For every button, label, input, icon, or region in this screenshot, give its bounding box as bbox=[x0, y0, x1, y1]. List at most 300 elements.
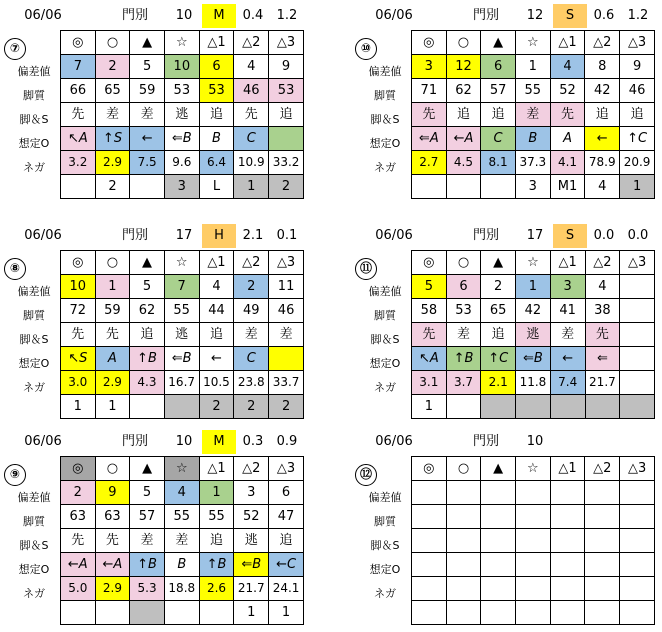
odds-cell: 37.3 bbox=[515, 151, 550, 175]
odds-cell: 4.3 bbox=[130, 371, 165, 395]
odds-cell: 2.6 bbox=[199, 577, 234, 601]
mark-cell: △3 bbox=[269, 457, 304, 481]
deviation-cell: 47 bbox=[269, 505, 304, 529]
running-style-cell: 追 bbox=[199, 103, 234, 127]
row-label: 脚質 bbox=[23, 89, 45, 102]
deviation-cell: 55 bbox=[164, 299, 199, 323]
grid-row-odds bbox=[61, 577, 304, 601]
leg-speed-cell: ⇐B bbox=[516, 347, 551, 371]
horse-number-cell: 7 bbox=[61, 55, 96, 79]
grid-row-horses bbox=[61, 275, 304, 299]
leg-speed-cell: B bbox=[515, 127, 550, 151]
horse-number-cell: 5 bbox=[130, 481, 165, 505]
deviation-cell bbox=[515, 505, 550, 529]
deviation-cell: 65 bbox=[481, 299, 516, 323]
deviation-cell: 71 bbox=[412, 79, 447, 103]
odds-cell: 9.6 bbox=[164, 151, 199, 175]
panel-header bbox=[355, 430, 655, 454]
negative-cell: 1 bbox=[412, 395, 447, 419]
leg-speed-cell: ↑C bbox=[481, 347, 516, 371]
mark-cell: ◎ bbox=[61, 457, 96, 481]
deviation-cell: 38 bbox=[585, 299, 620, 323]
grid-row-legs bbox=[412, 347, 655, 371]
leg-speed-cell: A bbox=[95, 347, 130, 371]
horse-number-cell: 10 bbox=[61, 275, 96, 299]
leg-speed-cell: B bbox=[164, 553, 199, 577]
race-date: 06/06 bbox=[375, 228, 413, 243]
running-style-cell bbox=[550, 529, 585, 553]
prediction-grid bbox=[411, 250, 655, 419]
index-value-2: 0.0 bbox=[627, 228, 649, 243]
deviation-cell: 46 bbox=[269, 299, 304, 323]
odds-cell bbox=[515, 577, 550, 601]
panel-header bbox=[4, 430, 304, 454]
mark-cell: ☆ bbox=[515, 457, 550, 481]
mark-cell: ▲ bbox=[130, 251, 165, 275]
field-size: 17 bbox=[526, 228, 544, 243]
row-label: 想定O bbox=[369, 137, 401, 150]
deviation-cell bbox=[550, 505, 585, 529]
horse-number-cell: 4 bbox=[234, 55, 269, 79]
odds-cell: 4.1 bbox=[550, 151, 585, 175]
horse-number-cell: 6 bbox=[269, 481, 304, 505]
leg-speed-cell: ↖A bbox=[61, 127, 96, 151]
grid-row-odds bbox=[412, 371, 655, 395]
leg-speed-cell: ↑B bbox=[130, 347, 165, 371]
horse-number-cell: 7 bbox=[164, 275, 199, 299]
negative-cell bbox=[620, 601, 655, 625]
negative-cell bbox=[412, 601, 447, 625]
race-number: ⑧ bbox=[4, 258, 26, 280]
running-style-cell: 追 bbox=[269, 529, 304, 553]
horse-number-cell: 9 bbox=[95, 481, 130, 505]
mark-cell: △1 bbox=[199, 31, 234, 55]
horse-number-cell: 6 bbox=[481, 55, 516, 79]
race-date: 06/06 bbox=[375, 8, 413, 23]
grade-badge: S bbox=[553, 224, 587, 248]
mark-cell: △3 bbox=[620, 31, 655, 55]
grid-row-dev bbox=[412, 79, 655, 103]
horse-number-cell: 5 bbox=[412, 275, 447, 299]
running-style-cell: 差 bbox=[269, 323, 304, 347]
negative-cell bbox=[446, 395, 481, 419]
grid-row-dev bbox=[61, 505, 304, 529]
odds-cell: 5.3 bbox=[130, 577, 165, 601]
grid-row-horses bbox=[61, 55, 304, 79]
row-labels bbox=[4, 280, 64, 400]
odds-cell: 24.1 bbox=[269, 577, 304, 601]
race-number: ⑫ bbox=[355, 464, 377, 486]
leg-speed-cell bbox=[550, 553, 585, 577]
panel-header bbox=[4, 224, 304, 248]
running-style-cell: 追 bbox=[199, 529, 234, 553]
mark-cell: ○ bbox=[446, 457, 481, 481]
deviation-cell: 57 bbox=[130, 505, 165, 529]
negative-cell bbox=[550, 395, 585, 419]
negative-cell: 4 bbox=[585, 175, 620, 199]
negative-cell bbox=[130, 601, 165, 625]
grid-row-legs bbox=[412, 553, 655, 577]
running-style-cell: 追 bbox=[620, 103, 655, 127]
panel-header bbox=[355, 224, 655, 248]
negative-cell: 1 bbox=[269, 601, 304, 625]
running-style-cell: 先 bbox=[61, 103, 96, 127]
index-value-1: 0.0 bbox=[593, 228, 615, 243]
mark-cell: ◎ bbox=[61, 251, 96, 275]
row-label: 脚質 bbox=[374, 309, 396, 322]
row-label: 脚質 bbox=[23, 515, 45, 528]
odds-cell: 23.8 bbox=[234, 371, 269, 395]
leg-speed-cell bbox=[481, 553, 516, 577]
leg-speed-cell bbox=[585, 553, 620, 577]
mark-cell: △1 bbox=[550, 457, 585, 481]
index-value-1 bbox=[587, 430, 621, 454]
grid-row-dev bbox=[61, 299, 304, 323]
running-style-cell: 差 bbox=[95, 103, 130, 127]
leg-speed-cell: ↑S bbox=[95, 127, 130, 151]
venue-label: 門別 bbox=[472, 434, 499, 449]
odds-cell bbox=[481, 577, 516, 601]
grid-row-neg bbox=[61, 175, 304, 199]
running-style-cell: 差 bbox=[234, 323, 269, 347]
mark-cell: ☆ bbox=[164, 251, 199, 275]
horse-number-cell: 4 bbox=[550, 55, 585, 79]
grid-row-dev bbox=[412, 299, 655, 323]
odds-cell: 2.9 bbox=[95, 577, 130, 601]
running-style-cell: 追 bbox=[199, 323, 234, 347]
deviation-cell: 66 bbox=[61, 79, 96, 103]
leg-speed-cell: A bbox=[550, 127, 585, 151]
deviation-cell: 44 bbox=[199, 299, 234, 323]
leg-speed-cell bbox=[269, 347, 304, 371]
negative-cell: 3 bbox=[515, 175, 550, 199]
horse-number-cell: 4 bbox=[585, 275, 620, 299]
prediction-grid bbox=[60, 30, 304, 199]
negative-cell bbox=[164, 395, 199, 419]
grade-badge: M bbox=[202, 430, 236, 454]
prediction-grid bbox=[60, 456, 304, 625]
deviation-cell: 41 bbox=[550, 299, 585, 323]
horse-number-cell: 3 bbox=[550, 275, 585, 299]
horse-number-cell: 2 bbox=[481, 275, 516, 299]
running-style-cell: 差 bbox=[130, 103, 165, 127]
running-style-cell: 先 bbox=[95, 529, 130, 553]
mark-cell: △2 bbox=[234, 457, 269, 481]
odds-cell bbox=[446, 577, 481, 601]
leg-speed-cell: ← bbox=[550, 347, 585, 371]
running-style-cell: 追 bbox=[481, 103, 516, 127]
negative-cell bbox=[61, 175, 96, 199]
index-value-2: 0.1 bbox=[276, 228, 298, 243]
race-number: ⑨ bbox=[4, 464, 26, 486]
grid-row-marks bbox=[61, 457, 304, 481]
running-style-cell bbox=[620, 529, 655, 553]
mark-cell: △3 bbox=[620, 457, 655, 481]
mark-cell: ○ bbox=[95, 31, 130, 55]
running-style-cell: 先 bbox=[234, 103, 269, 127]
leg-speed-cell: ⇐B bbox=[164, 347, 199, 371]
mark-cell: ▲ bbox=[130, 31, 165, 55]
horse-number-cell: 1 bbox=[199, 481, 234, 505]
leg-speed-cell: ← bbox=[130, 127, 165, 151]
running-style-cell bbox=[585, 529, 620, 553]
field-size: 17 bbox=[175, 228, 193, 243]
horse-number-cell bbox=[620, 481, 655, 505]
odds-cell: 21.7 bbox=[585, 371, 620, 395]
mark-cell: ◎ bbox=[61, 31, 96, 55]
mark-cell: △2 bbox=[234, 251, 269, 275]
negative-cell bbox=[620, 395, 655, 419]
leg-speed-cell: ← bbox=[199, 347, 234, 371]
negative-cell bbox=[446, 175, 481, 199]
grid-row-style bbox=[412, 103, 655, 127]
deviation-cell: 53 bbox=[269, 79, 304, 103]
field-size: 10 bbox=[175, 8, 193, 23]
leg-speed-cell: C bbox=[234, 347, 269, 371]
row-label: ネガ bbox=[374, 161, 396, 174]
leg-speed-cell: ←A bbox=[446, 127, 481, 151]
row-label: 脚質 bbox=[374, 515, 396, 528]
odds-cell: 7.4 bbox=[550, 371, 585, 395]
leg-speed-cell: C bbox=[234, 127, 269, 151]
running-style-cell: 差 bbox=[164, 529, 199, 553]
index-value-1: 0.4 bbox=[242, 8, 264, 23]
negative-cell bbox=[130, 395, 165, 419]
grade-badge: H bbox=[202, 224, 236, 248]
horse-number-cell: 1 bbox=[95, 275, 130, 299]
deviation-cell: 63 bbox=[95, 505, 130, 529]
odds-cell: 11.8 bbox=[516, 371, 551, 395]
negative-cell: 1 bbox=[61, 395, 96, 419]
race-date: 06/06 bbox=[24, 228, 62, 243]
leg-speed-cell: ↖A bbox=[412, 347, 447, 371]
deviation-cell: 53 bbox=[446, 299, 481, 323]
negative-cell: 3 bbox=[164, 175, 199, 199]
leg-speed-cell: ⇐B bbox=[164, 127, 199, 151]
deviation-cell: 52 bbox=[550, 79, 585, 103]
row-label: 脚＆S bbox=[19, 539, 49, 552]
horse-number-cell bbox=[550, 481, 585, 505]
mark-cell: △1 bbox=[550, 31, 585, 55]
mark-cell: △1 bbox=[550, 251, 585, 275]
grid-row-style bbox=[61, 323, 304, 347]
deviation-cell bbox=[620, 505, 655, 529]
grid-row-style bbox=[61, 103, 304, 127]
venue-label: 門別 bbox=[121, 434, 148, 449]
index-value-1: 2.1 bbox=[242, 228, 264, 243]
mark-cell: ○ bbox=[95, 457, 130, 481]
row-label: 偏差値 bbox=[368, 491, 402, 504]
race-panel-7 bbox=[4, 4, 304, 204]
negative-cell bbox=[585, 601, 620, 625]
grid-row-dev bbox=[61, 79, 304, 103]
negative-cell bbox=[481, 601, 516, 625]
deviation-cell: 42 bbox=[585, 79, 620, 103]
negative-cell bbox=[516, 395, 551, 419]
odds-cell: 10.9 bbox=[234, 151, 269, 175]
grade-badge: S bbox=[553, 4, 587, 28]
index-value-2: 1.2 bbox=[276, 8, 298, 23]
deviation-cell: 57 bbox=[481, 79, 516, 103]
odds-cell bbox=[585, 577, 620, 601]
odds-cell: 33.2 bbox=[269, 151, 304, 175]
row-labels bbox=[355, 280, 415, 400]
running-style-cell: 追 bbox=[130, 323, 165, 347]
leg-speed-cell bbox=[446, 553, 481, 577]
race-number: ⑩ bbox=[355, 38, 377, 60]
row-label: ネガ bbox=[23, 587, 45, 600]
venue-label: 門別 bbox=[121, 8, 148, 23]
odds-cell: 2.9 bbox=[95, 371, 130, 395]
leg-speed-cell bbox=[412, 553, 447, 577]
horse-number-cell: 1 bbox=[515, 55, 550, 79]
negative-cell: 2 bbox=[199, 395, 234, 419]
mark-cell: ▲ bbox=[481, 251, 516, 275]
negative-cell: M1 bbox=[550, 175, 585, 199]
leg-speed-cell: ⇐B bbox=[234, 553, 269, 577]
grid-row-neg bbox=[61, 395, 304, 419]
negative-cell: 1 bbox=[234, 601, 269, 625]
deviation-cell bbox=[481, 505, 516, 529]
horse-number-cell bbox=[481, 481, 516, 505]
mark-cell: ◎ bbox=[412, 31, 447, 55]
leg-speed-cell bbox=[269, 127, 304, 151]
odds-cell: 2.9 bbox=[95, 151, 130, 175]
row-label: 偏差値 bbox=[368, 285, 402, 298]
grid-row-legs bbox=[61, 553, 304, 577]
deviation-cell: 53 bbox=[164, 79, 199, 103]
grade-badge: M bbox=[202, 4, 236, 28]
mark-cell: ☆ bbox=[515, 31, 550, 55]
mark-cell: ▲ bbox=[481, 457, 516, 481]
deviation-cell bbox=[620, 299, 655, 323]
running-style-cell: 先 bbox=[61, 323, 96, 347]
field-size: 12 bbox=[526, 8, 544, 23]
negative-cell bbox=[61, 601, 96, 625]
row-label: ネガ bbox=[23, 381, 45, 394]
horse-number-cell bbox=[620, 275, 655, 299]
row-label: 脚＆S bbox=[370, 113, 400, 126]
running-style-cell bbox=[446, 529, 481, 553]
negative-cell: 1 bbox=[95, 395, 130, 419]
row-label: 想定O bbox=[369, 357, 401, 370]
index-value-1: 0.6 bbox=[593, 8, 615, 23]
odds-cell: 78.9 bbox=[585, 151, 620, 175]
horse-number-cell: 5 bbox=[130, 275, 165, 299]
deviation-cell: 52 bbox=[234, 505, 269, 529]
mark-cell: △1 bbox=[199, 251, 234, 275]
index-value-2: 1.2 bbox=[627, 8, 649, 23]
row-label: 偏差値 bbox=[17, 491, 51, 504]
odds-cell: 3.0 bbox=[61, 371, 96, 395]
running-style-cell: 逃 bbox=[164, 103, 199, 127]
running-style-cell: 先 bbox=[412, 103, 447, 127]
grid-row-style bbox=[412, 529, 655, 553]
deviation-cell: 59 bbox=[130, 79, 165, 103]
grid-row-horses bbox=[61, 481, 304, 505]
mark-cell: △2 bbox=[585, 251, 620, 275]
race-date: 06/06 bbox=[24, 434, 62, 449]
running-style-cell: 逃 bbox=[164, 323, 199, 347]
horse-number-cell: 2 bbox=[95, 55, 130, 79]
leg-speed-cell: C bbox=[481, 127, 516, 151]
mark-cell: △2 bbox=[585, 457, 620, 481]
running-style-cell: 差 bbox=[446, 323, 481, 347]
negative-cell: 2 bbox=[269, 395, 304, 419]
row-labels bbox=[355, 60, 415, 180]
horse-number-cell: 6 bbox=[446, 275, 481, 299]
panel-header bbox=[4, 4, 304, 28]
grid-row-legs bbox=[412, 127, 655, 151]
running-style-cell: 先 bbox=[95, 323, 130, 347]
grid-row-odds bbox=[61, 371, 304, 395]
row-label: 脚＆S bbox=[19, 113, 49, 126]
horse-number-cell bbox=[412, 481, 447, 505]
leg-speed-cell: ↑C bbox=[620, 127, 655, 151]
horse-number-cell: 1 bbox=[516, 275, 551, 299]
race-date: 06/06 bbox=[24, 8, 62, 23]
deviation-cell: 62 bbox=[446, 79, 481, 103]
odds-cell: 4.5 bbox=[446, 151, 481, 175]
index-value-2: 0.9 bbox=[276, 434, 298, 449]
grid-row-odds bbox=[412, 151, 655, 175]
row-label: 想定O bbox=[369, 563, 401, 576]
leg-speed-cell: ←C bbox=[269, 553, 304, 577]
negative-cell bbox=[515, 601, 550, 625]
leg-speed-cell bbox=[515, 553, 550, 577]
row-label: ネガ bbox=[374, 587, 396, 600]
deviation-cell bbox=[412, 505, 447, 529]
grid-row-style bbox=[61, 529, 304, 553]
negative-cell bbox=[481, 175, 516, 199]
horse-number-cell: 11 bbox=[269, 275, 304, 299]
index-value-2 bbox=[621, 430, 655, 454]
deviation-cell: 42 bbox=[516, 299, 551, 323]
odds-cell: 21.7 bbox=[234, 577, 269, 601]
grid-row-marks bbox=[412, 457, 655, 481]
grid-row-neg bbox=[412, 175, 655, 199]
leg-speed-cell: ←A bbox=[61, 553, 96, 577]
odds-cell: 8.1 bbox=[481, 151, 516, 175]
mark-cell: ▲ bbox=[130, 457, 165, 481]
leg-speed-cell: ← bbox=[585, 127, 620, 151]
negative-cell bbox=[446, 601, 481, 625]
grid-row-neg bbox=[412, 395, 655, 419]
race-number: ⑦ bbox=[4, 38, 26, 60]
leg-speed-cell: ↑B bbox=[130, 553, 165, 577]
row-label: 偏差値 bbox=[368, 65, 402, 78]
horse-number-cell: 9 bbox=[269, 55, 304, 79]
odds-cell: 2.1 bbox=[481, 371, 516, 395]
row-label: 脚質 bbox=[23, 309, 45, 322]
odds-cell: 33.7 bbox=[269, 371, 304, 395]
horse-number-cell bbox=[515, 481, 550, 505]
field-size: 10 bbox=[526, 434, 544, 449]
deviation-cell bbox=[585, 505, 620, 529]
odds-cell bbox=[550, 577, 585, 601]
grid-row-marks bbox=[412, 31, 655, 55]
row-label: 想定O bbox=[18, 357, 50, 370]
negative-cell: L bbox=[199, 175, 234, 199]
race-date: 06/06 bbox=[375, 434, 413, 449]
horse-number-cell: 6 bbox=[199, 55, 234, 79]
deviation-cell: 49 bbox=[234, 299, 269, 323]
odds-cell: 18.8 bbox=[164, 577, 199, 601]
horse-number-cell: 5 bbox=[130, 55, 165, 79]
grid-row-dev bbox=[412, 505, 655, 529]
negative-cell: 1 bbox=[234, 175, 269, 199]
odds-cell: 5.0 bbox=[61, 577, 96, 601]
